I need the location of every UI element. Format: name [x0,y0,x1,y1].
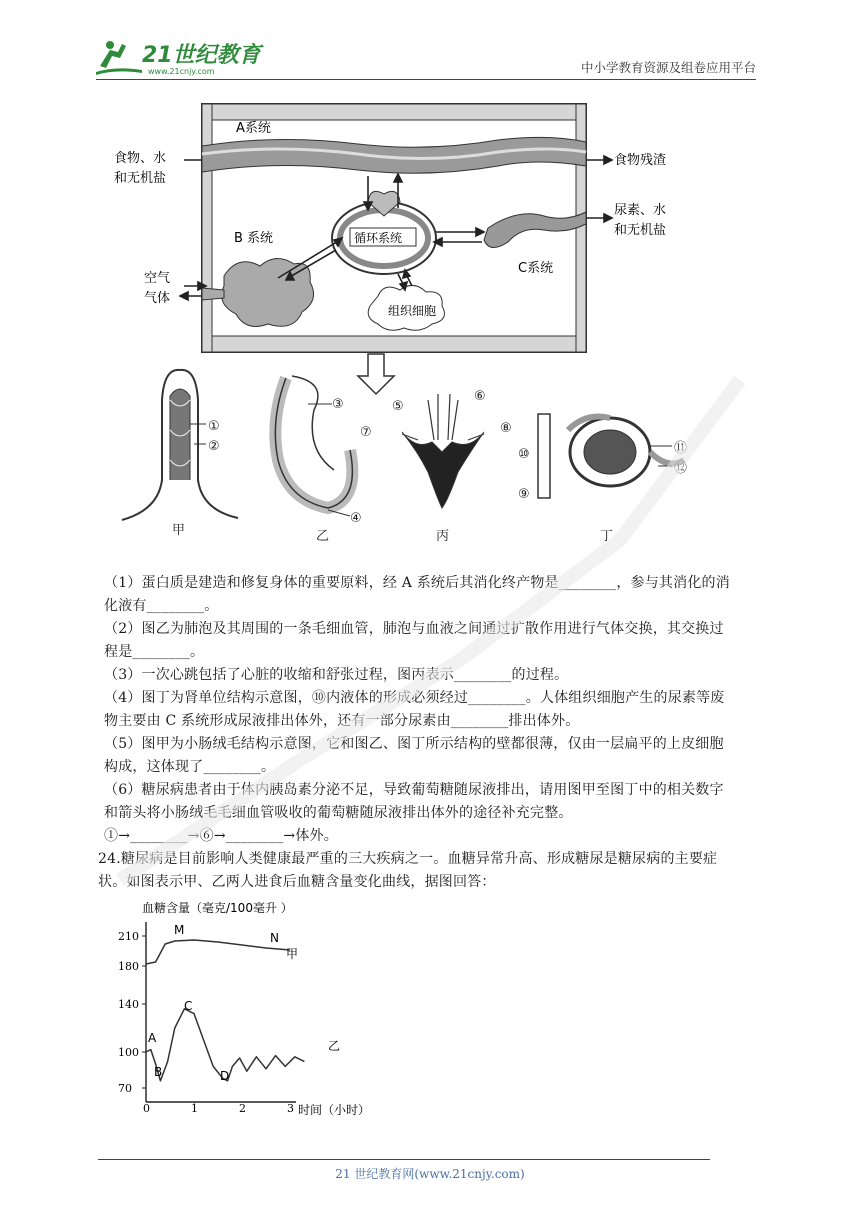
subfig-label-ding: 丁 [600,529,614,544]
question-6: （6）糖尿病患者由于体内胰岛素分泌不足，导致葡萄糖随尿液排出，请用图甲至图丁中的相关数字 和箭头将小肠绒毛毛细血管吸收的葡萄糖随尿液排出体外的途径补充完整。 [104,782,724,821]
point-label-n: N [270,931,279,945]
subfig-label-yi: 乙 [316,529,330,544]
residue-label: 食物残渣 [614,153,667,168]
food-in-label-2: 和无机盐 [114,171,167,186]
x-tick-label-1: 1 [191,1102,198,1115]
body-systems-diagram [98,100,738,548]
question-5: （5）图甲为小肠绒毛结构示意图，它和图乙、图丁所示结构的壁都很薄，仅由一层扁平的上皮细胞 构成，这体现了________。 [104,736,724,775]
site-logo [96,36,266,80]
gas-label: 气体 [144,291,171,306]
urea-label: 尿素、水 [614,203,667,218]
series-line-jia [146,940,290,964]
x-tick-label-3: 3 [287,1102,294,1115]
villus-diagram [122,370,238,520]
chart-ylabel: 血糖含量（毫克/100毫升 ） [142,901,293,915]
marker-6: ⑥ [474,389,486,404]
platform-name: 中小学教育资源及组卷应用平台 [580,60,756,75]
marker-10: ⑩ [518,447,530,462]
lung-shape [222,258,314,326]
logo-text: 21世纪教育 [142,43,261,68]
question-4: （4）图丁为肾单位结构示意图，⑩内液体的形成必须经过________。人体组织细胞产生的尿素等废 物主要由 C 系统形成尿液排出体外，还有一部分尿素由________排出体外。 [104,690,725,729]
digestive-tube [202,137,586,173]
series-label-yi: 乙 [328,1039,341,1053]
marker-5: ⑤ [392,399,404,414]
nephron-diagram [538,414,684,498]
point-label-b: B [154,1065,163,1079]
marker-2: ② [208,439,220,454]
x-tick-label-2: 2 [239,1102,246,1115]
system-a-label: A系统 [236,121,271,136]
footer-divider [98,1159,710,1160]
system-c-label: C系统 [518,261,554,276]
question-2: （2）图乙为肺泡及其周围的一条毛细血管，肺泡与血液之间通过扩散作用进行气体交换，其交换过 程是________。 [104,621,724,660]
subfig-label-bing: 丙 [436,529,450,544]
marker-3: ③ [332,397,344,412]
circulation-label: 循环系统 [354,231,403,245]
x-tick-label-0: 0 [143,1102,150,1115]
point-label-d: D [220,1069,230,1083]
y-tick-label-70: 70 [118,1082,132,1095]
answer-path-line: ①→________→⑥→________→体外。 [104,828,338,844]
marker-9: ⑨ [518,487,530,502]
series-label-jia: 甲 [286,947,299,961]
tissue-label: 组织细胞 [388,304,437,318]
marker-1: ① [208,419,220,434]
y-tick-label-210: 210 [118,930,139,943]
air-label: 空气 [144,271,171,286]
heart-valve-diagram [402,394,484,508]
point-label-m: M [174,923,185,937]
marker-12: ⑫ [674,461,688,476]
marker-4: ④ [350,511,362,526]
y-tick-label-100: 100 [118,1046,139,1059]
system-b-label: B 系统 [234,231,274,246]
chart-xlabel: 时间（小时） [298,1103,371,1117]
blood-glucose-chart [100,896,400,1126]
footer-text: 21 世纪教育网(www.21cnjy.com) [335,1167,525,1181]
marker-7: ⑦ [360,425,372,440]
point-label-c: C [184,999,193,1013]
logo-url: www.21cnjy.com [148,67,215,76]
food-in-label: 食物、水 [114,151,167,166]
y-tick-label-180: 180 [118,960,139,973]
subfig-label-jia: 甲 [172,523,186,538]
header-divider [96,79,756,80]
point-label-a: A [148,1031,157,1045]
y-tick-label-140: 140 [118,998,139,1011]
marker-8: ⑧ [500,421,512,436]
down-arrow [358,354,394,394]
question-24: 24.糖尿病是目前影响人类健康最严重的三大疾病之一。血糖异常升高、形成糖尿是糖尿病的主要症 状。如图表示甲、乙两人进食后血糖含量变化曲线，据图回答： [98,851,718,890]
urea-label-2: 和无机盐 [614,223,667,238]
question-1: （1）蛋白质是建造和修复身体的重要原料，经 A 系统后其消化终产物是________，参与其消化的消 化液有________。 [104,575,730,614]
urinary-tube [484,212,586,248]
marker-11: ⑪ [674,441,688,456]
question-3: （3）一次心跳包括了心脏的收缩和舒张过程，图丙表示________的过程。 [104,667,569,683]
